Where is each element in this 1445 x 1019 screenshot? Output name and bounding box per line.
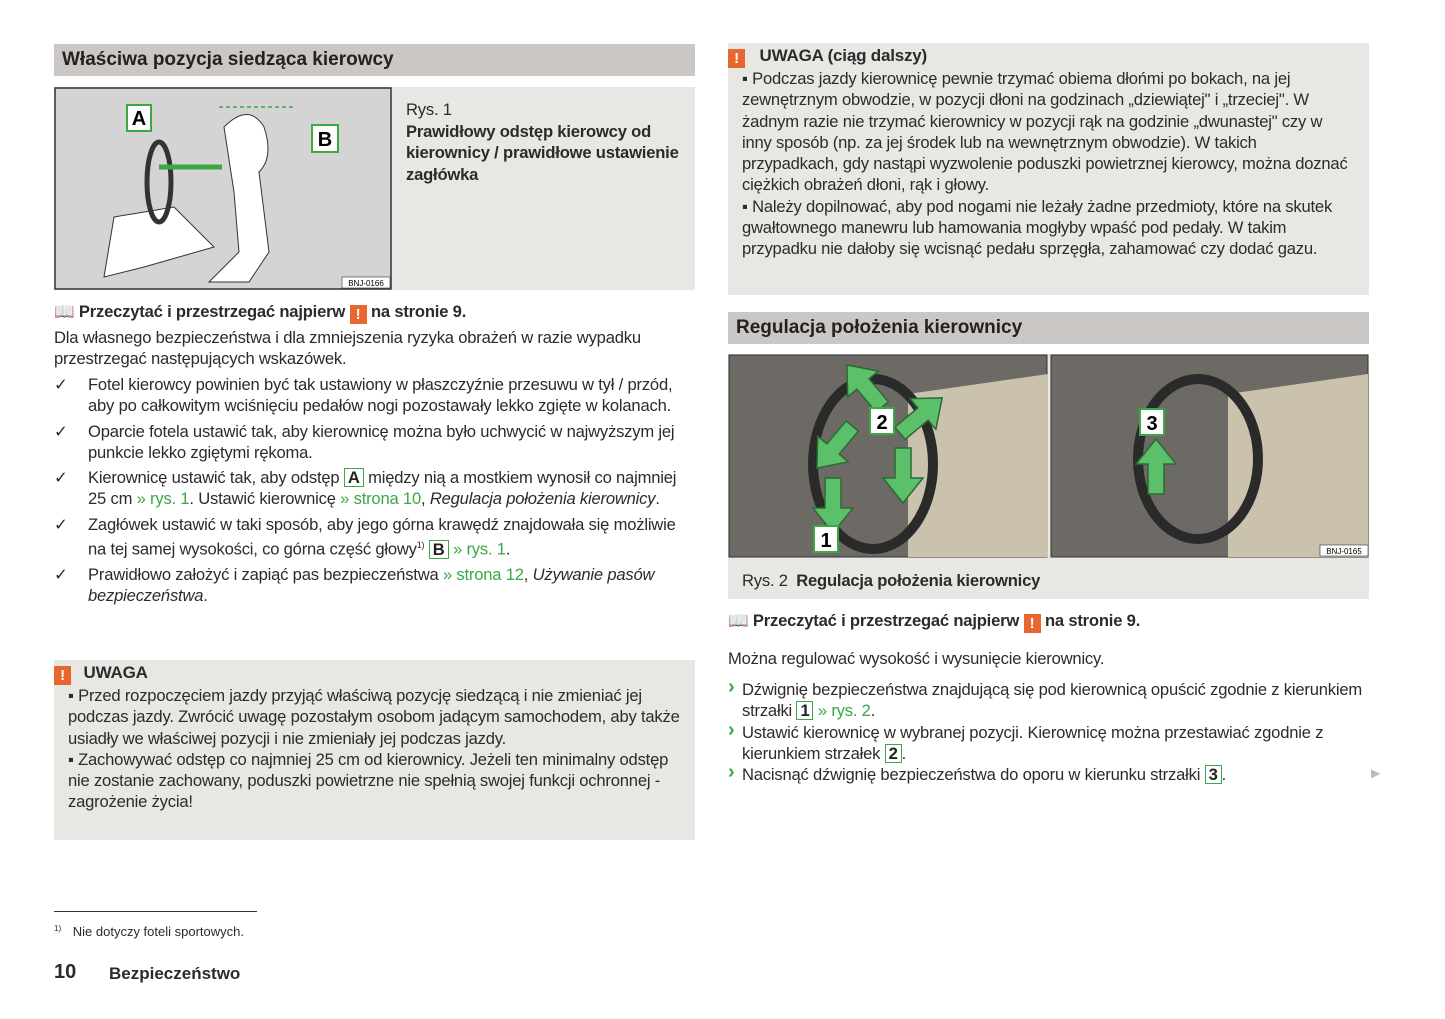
figure-code: BNJ-0166 [348,279,384,288]
warning-text: Zachowywać odstęp co najmniej 25 cm od kierownicy. Jeżeli ten minimalny odstęp nie zostanie zachowany, poduszki powietrzne nie spełnią swojej funkcji ochronnej - zagrożenie życia! [68,749,669,812]
list-item: ✓ Kierownicę ustawić tak, aby odstęp A między nią a mostkiem wynosił co najmniej 25 cm » rys. 1. Ustawić kierownicę » strona 10, Regulacja położenia kierownicy. [54,467,695,510]
book-icon: 📖 [54,302,75,321]
warning-text: Należy dopilnować, aby pod nogami nie leżały żadne przedmioty, które na skutek gwałtownego manewru lub hamowania mogłyby wpaść pod pedały. W takim przypadku nie dałoby się wcisnąć pedału sprzęgła, zahamować czy dodać gazu. [742,196,1333,259]
warning-icon: ! [728,49,745,68]
warning-icon: ! [54,666,71,685]
figure-2 [728,354,1369,599]
marker-b-ref: B [429,540,449,559]
marker-a-ref: A [344,468,364,487]
figure-link[interactable]: » rys. 1 [136,489,190,509]
marker-a: A [131,108,147,130]
read-first-notice: 📖 Przeczytać i przestrzegać najpierw ! na stronie 9. [728,611,1141,632]
marker-ref: 2 [885,744,902,763]
figure-caption: Regulacja położenia kierownicy [796,571,1041,590]
page-number: 10 [54,961,77,983]
step-item: › Dźwignię bezpieczeństwa znajdującą się pod kierownicą opuścić zgodnie z kierunkiem strzałki 1 » rys. 2. [728,679,1369,722]
list-item: ✓ Oparcie fotela ustawić tak, aby kierownicę można było uchwycić w najwyższym jej punkcie lekko zgiętymi rękoma. [54,421,695,464]
figure-code: BNJ-0165 [1326,547,1362,556]
warning-title: UWAGA [83,663,148,682]
warning-text: Podczas jazdy kierownicę pewnie trzymać obiema dłońmi po bokach, na jej zewnętrznym obwodzie, w pozycji dłoni na godzinach „dziewiątej" i „trzeciej". W żadnym razie nie trzymać kierownicy w pozycji rąk na godzinie „dwunastej" czy w inny sposób (np. za jej środek lub na wewnętrznym obwodzie). W takich przypadkach, gdy nastąpi wyzwolenie poduszki powietrznej kierowcy, można doznać ciężkich obrażeń dłoni, rąk i głowy. [742,69,1348,195]
marker-3: 3 [1146,413,1158,435]
footnote-divider [54,911,257,912]
continue-arrow-icon: ▶ [1371,766,1381,780]
figure-label: Rys. 2 [742,571,788,590]
footnote-ref[interactable]: 1) [416,540,425,551]
marker-ref: 3 [1205,765,1222,784]
figure-1 [54,87,695,290]
checklist [54,374,695,607]
section-title: Regulacja położenia kierownicy [728,312,1369,344]
figure-label: Rys. 1 [406,100,452,119]
section-title: Właściwa pozycja siedząca kierowcy [54,44,695,76]
steering-adjustment-illustration [728,354,1369,558]
warning-box-continued: ! UWAGA (ciąg dalszy) ▪ Podczas jazdy kierownicę pewnie trzymać obiema dłońmi po bokach, na jej zewnętrznym obwodzie, w pozycji dłoni na godzinach „dziewiątej" i „trzeciej". W żadnym razie nie trzymać kierownicy w pozycji rąk na godzinie „dwunastej" czy w inny sposób (np. za jej środek lub na wewnętrznym obwodzie). W takich przypadkach, gdy nastąpi wyzwolenie poduszki powietrznej kierowcy, można doznać ciężkich obrażeń dłoni, rąk i głowy. ▪ Należy dopilnować, aby pod nogami nie leżały żadne przedmioty, które na skutek gwałtownego manewru lub hamowania mogłyby wpaść pod pedały. W takim przypadku nie dałoby się wcisnąć pedału sprzęgła, zahamować czy dodać gazu. [728,43,1369,295]
steps-list [728,679,1369,785]
figure-link[interactable]: » rys. 1 [453,539,506,559]
list-item: ✓ Prawidłowo założyć i zapiąć pas bezpieczeństwa » strona 12, Używanie pasów bezpieczeństwa. [54,564,695,607]
page-link[interactable]: » strona 10 [340,489,421,509]
marker-b: B [317,129,333,151]
read-first-notice: 📖 Przeczytać i przestrzegać najpierw ! na stronie 9. [54,302,467,323]
marker-2: 2 [876,412,888,434]
driver-seat-illustration [54,87,392,290]
marker-1: 1 [820,530,832,552]
footnote: $^{1)}$ Nie dotyczy foteli sportowych. [54,924,244,940]
page-link[interactable]: 9. [452,302,467,321]
step-item: › Nacisnąć dźwignię bezpieczeństwa do oporu w kierunku strzałki 3 . [728,764,1369,785]
page-link[interactable]: 9. [1126,611,1141,630]
marker-ref: 1 [796,701,813,720]
warning-text: Przed rozpoczęciem jazdy przyjąć właściwą pozycję siedzącą i nie zmieniać jej podczas jazdy. Zwrócić uwagę pozostałym osobom jadącym samochodem, aby także usiadły we właściwej pozycji i nie zmieniały jej podczas jazdy. [68,686,680,748]
warning-title: UWAGA (ciąg dalszy) [759,46,928,65]
section-name: Bezpieczeństwo [109,964,241,983]
figure-link[interactable]: » rys. 2 [817,701,871,721]
figure-caption: Prawidłowy odstęp kierowcy od kierownicy / prawidłowe ustawienie zagłówka [406,122,679,184]
warning-box: ! UWAGA ▪ Przed rozpoczęciem jazdy przyjąć właściwą pozycję siedzącą i nie zmieniać jej podczas jazdy. Zwrócić uwagę pozostałym osobom jadącym samochodem, aby także usiadły we właściwej pozycji i nie zmieniały jej podczas jazdy. ▪ Zachowywać odstęp co najmniej 25 cm od kierownicy. Jeżeli ten minimalny odstęp nie zostanie zachowany, poduszki powietrzne nie spełnią swojej funkcji ochronnej - zagrożenie życia! [54,660,695,840]
intro-text: Dla własnego bezpieczeństwa i dla zmniejszenia ryzyka obrażeń w razie wypadku przestrzegać następujących wskazówek. [54,328,641,369]
page-link[interactable]: » strona 12 [442,564,524,584]
list-item: ✓ Fotel kierowcy powinien być tak ustawiony w płaszczyźnie przesuwu w tył / przód, aby po całkowitym wciśnięciu pedałów nogi pozostawały lekko zgięte w kolanach. [54,374,695,417]
book-icon: 📖 [728,611,749,630]
step-item: › Ustawić kierownicę w wybranej pozycji. Kierownicę można przestawiać zgodnie z kierunkiem strzałek 2 . [728,722,1369,765]
list-item: ✓ Zagłówek ustawić w taki sposób, aby jego górna krawędź znajdowała się możliwie na tej samej wysokości, co górna część głowy$^{1)}$ B » rys. 1. [54,514,695,560]
warning-icon: ! [350,305,367,324]
intro-text: Można regulować wysokość i wysunięcie kierownicy. [728,649,1105,668]
warning-icon: ! [1024,614,1041,633]
